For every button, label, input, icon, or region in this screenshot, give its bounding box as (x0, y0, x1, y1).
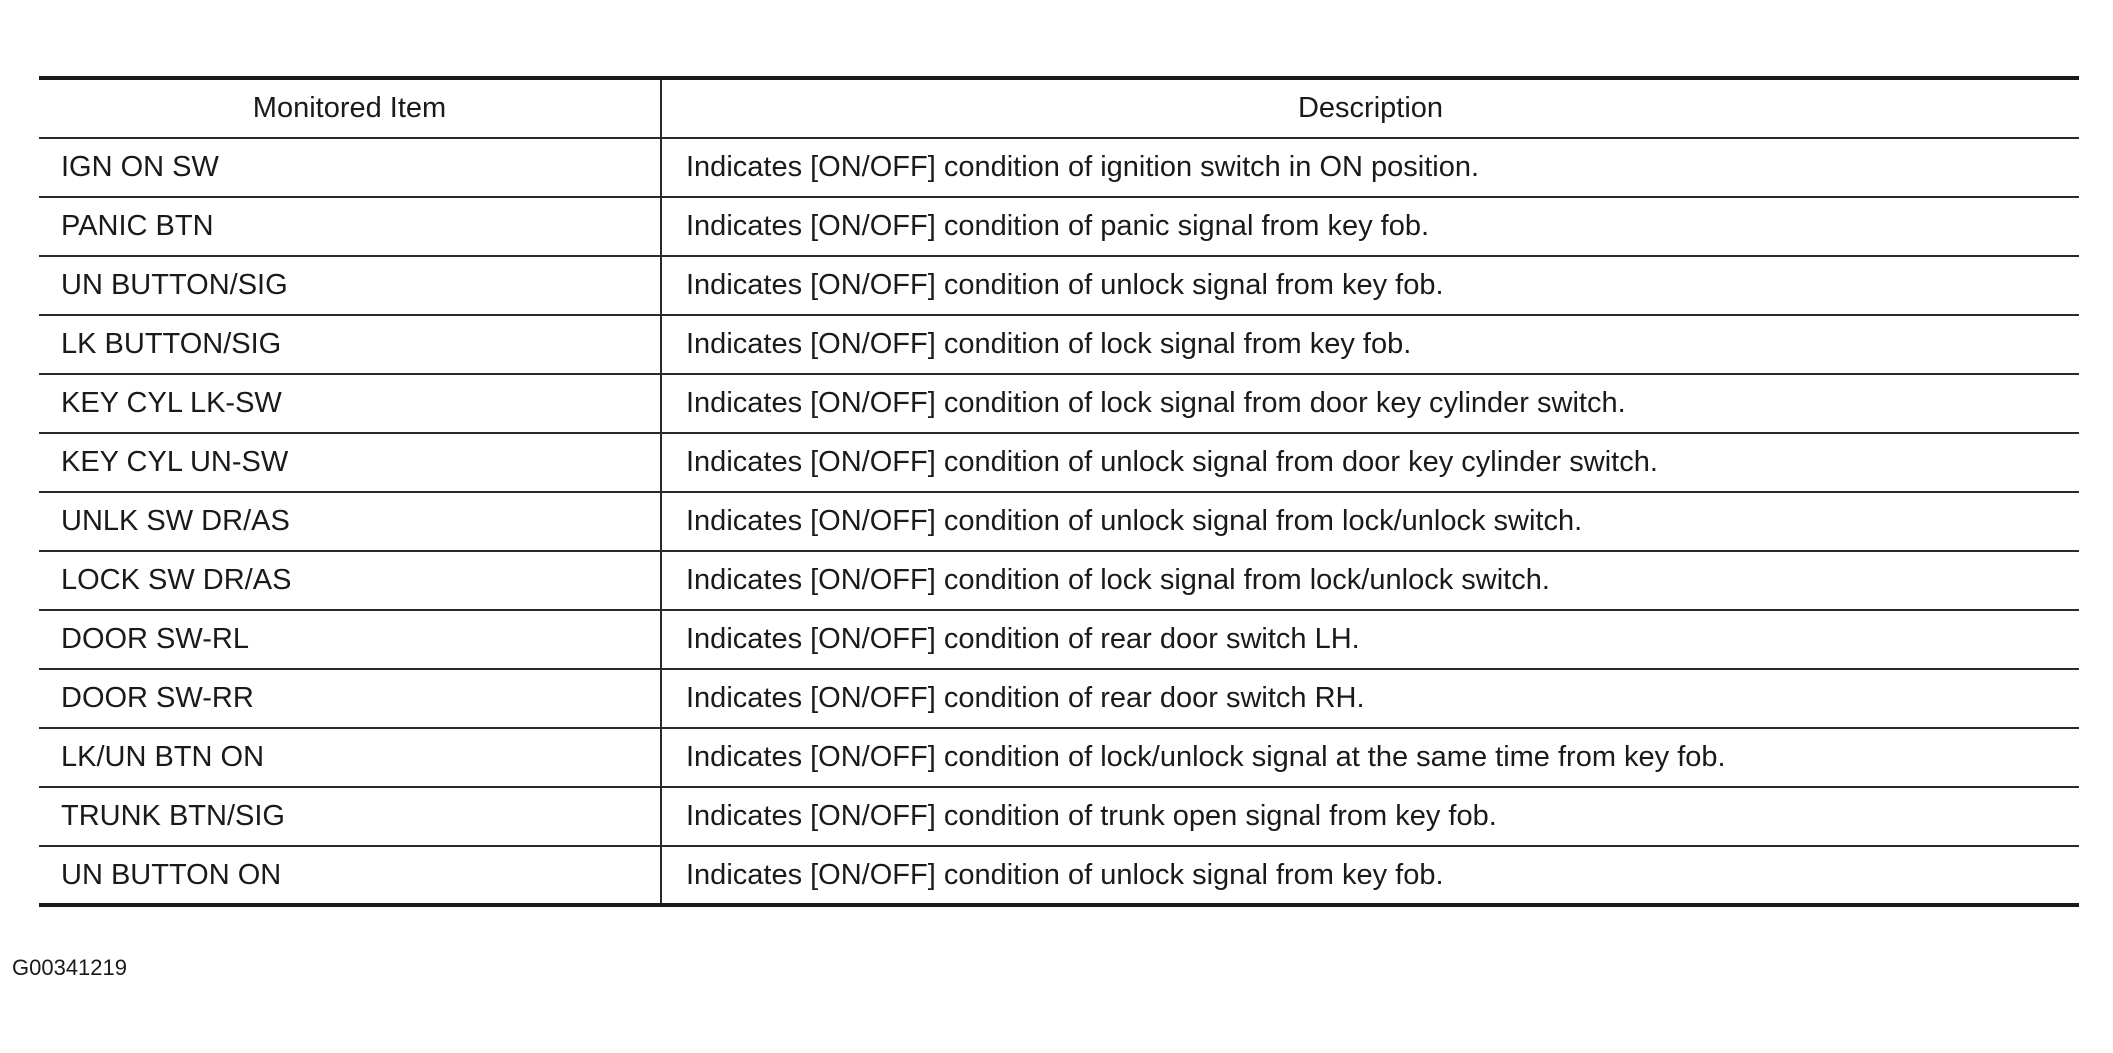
table-row (39, 551, 2079, 610)
description-cell: Indicates [ON/OFF] condition of ignition switch in ON position. (661, 138, 2079, 197)
description-cell: Indicates [ON/OFF] condition of lock signal from key fob. (661, 315, 2079, 374)
description-cell: Indicates [ON/OFF] condition of rear door switch LH. (661, 610, 2079, 669)
description-cell: Indicates [ON/OFF] condition of panic signal from key fob. (661, 197, 2079, 256)
monitored-item-cell: PANIC BTN (39, 197, 661, 256)
header-description: Description (661, 78, 2079, 138)
monitored-item-cell: TRUNK BTN/SIG (39, 787, 661, 846)
monitored-item-cell: LK BUTTON/SIG (39, 315, 661, 374)
table-body (39, 138, 2079, 905)
monitored-item-cell: KEY CYL LK-SW (39, 374, 661, 433)
monitored-item-cell: DOOR SW-RL (39, 610, 661, 669)
description-cell: Indicates [ON/OFF] condition of unlock signal from door key cylinder switch. (661, 433, 2079, 492)
header-monitored-item: Monitored Item (39, 78, 661, 138)
description-cell: Indicates [ON/OFF] condition of lock signal from lock/unlock switch. (661, 551, 2079, 610)
table-row (39, 728, 2079, 787)
monitored-item-cell: UN BUTTON ON (39, 846, 661, 905)
monitored-item-cell: KEY CYL UN-SW (39, 433, 661, 492)
monitored-item-cell: DOOR SW-RR (39, 669, 661, 728)
monitored-item-cell: LOCK SW DR/AS (39, 551, 661, 610)
table-row (39, 374, 2079, 433)
description-cell: Indicates [ON/OFF] condition of unlock signal from key fob. (686, 858, 1444, 891)
monitored-item-cell: IGN ON SW (39, 138, 661, 197)
table-row (39, 433, 2079, 492)
monitored-item-cell: UN BUTTON/SIG (39, 256, 661, 315)
monitored-items-table (39, 76, 2079, 907)
table-row (39, 197, 2079, 256)
table-row (39, 138, 2079, 197)
description-cell: Indicates [ON/OFF] condition of rear door switch RH. (661, 669, 2079, 728)
description-cell: Indicates [ON/OFF] condition of trunk open signal from key fob. (661, 787, 2079, 846)
table-row (39, 669, 2079, 728)
table-row (39, 846, 2079, 905)
description-cell: Indicates [ON/OFF] condition of unlock signal from key fob. (661, 256, 2079, 315)
description-cell: Indicates [ON/OFF] condition of lock signal from door key cylinder switch. (661, 374, 2079, 433)
table-row (39, 315, 2079, 374)
monitored-item-cell: LK/UN BTN ON (39, 728, 661, 787)
table-row (39, 610, 2079, 669)
figure-id-label: G00341219 (12, 955, 127, 980)
table-row (39, 787, 2079, 846)
description-cell: Indicates [ON/OFF] condition of lock/unlock signal at the same time from key fob. (661, 728, 2079, 787)
table-row (39, 492, 2079, 551)
description-cell: Indicates [ON/OFF] condition of unlock signal from lock/unlock switch. (661, 492, 2079, 551)
table-header-row (39, 78, 2079, 138)
table-row (39, 256, 2079, 315)
monitored-items-table-container (39, 76, 2079, 907)
monitored-item-cell: UNLK SW DR/AS (39, 492, 661, 551)
